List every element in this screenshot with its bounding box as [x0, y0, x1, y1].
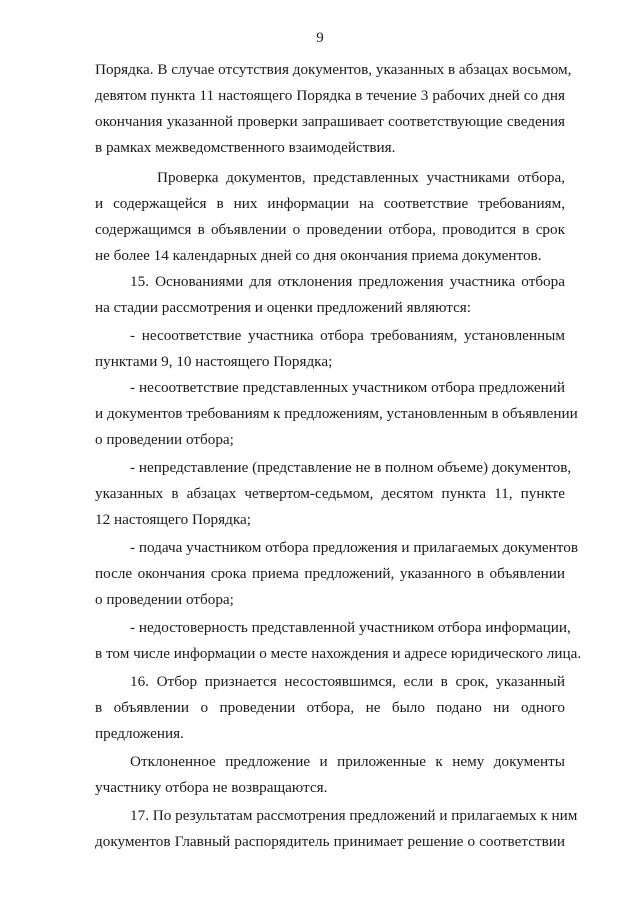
text-line: о проведении отбора;	[95, 431, 234, 448]
text-line: - несоответствие представленных участником отбора предложений	[130, 379, 565, 396]
page-number: 9	[316, 30, 324, 46]
text-line: и содержащейся в них информации на соответствие требованиям,	[95, 195, 565, 212]
text-line: в рамках межведомственного взаимодействия.	[95, 139, 396, 156]
text-line: Порядка. В случае отсутствия документов, указанных в абзацах восьмом,	[95, 61, 572, 78]
text-line: 12 настоящего Порядка;	[95, 511, 251, 528]
text-line: указанных в абзацах четвертом-седьмом, десятом пункта 11, пункте	[95, 485, 565, 502]
text-line: в объявлении о проведении отбора, не было подано ни одного	[95, 699, 565, 716]
text-line: предложения.	[95, 725, 184, 742]
text-line: пунктами 9, 10 настоящего Порядка;	[95, 353, 333, 370]
text-line: содержащимся в объявлении о проведении отбора, проводится в срок	[95, 221, 565, 238]
text-line: о проведении отбора;	[95, 591, 234, 608]
text-line: окончания указанной проверки запрашивает соответствующие сведения	[95, 113, 565, 130]
text-line: Проверка документов, представленных участниками отбора,	[157, 169, 565, 186]
text-line: - подача участником отбора предложения и прилагаемых документов	[130, 539, 579, 556]
text-line: - несоответствие участника отбора требованиям, установленным	[130, 327, 565, 344]
text-line: девятом пункта 11 настоящего Порядка в течение 3 рабочих дней со дня	[95, 87, 565, 104]
text-line: не более 14 календарных дней со дня окончания приема документов.	[95, 247, 542, 264]
text-line: и документов требованиям к предложениям, установленным в объявлении	[95, 405, 578, 422]
text-line: 17. По результатам рассмотрения предложений и прилагаемых к ним	[130, 807, 578, 824]
text-line: Отклоненное предложение и приложенные к нему документы	[130, 753, 565, 770]
text-line: - непредставление (представление не в полном объеме) документов,	[130, 459, 572, 476]
text-line: на стадии рассмотрения и оценки предложений являются:	[95, 299, 472, 316]
text-line: документов Главный распорядитель принимает решение о соответствии	[95, 833, 565, 850]
text-line: после окончания срока приема предложений, указанного в объявлении	[95, 565, 565, 582]
text-line: - недостоверность представленной участником отбора информации,	[130, 619, 571, 636]
text-line: участнику отбора не возвращаются.	[95, 779, 328, 796]
text-line: 16. Отбор признается несостоявшимся, если в срок, указанный	[130, 673, 565, 690]
text-line: 15. Основаниями для отклонения предложения участника отбора	[130, 273, 565, 290]
text-line: в том числе информации о месте нахождения и адресе юридического лица.	[95, 645, 582, 662]
